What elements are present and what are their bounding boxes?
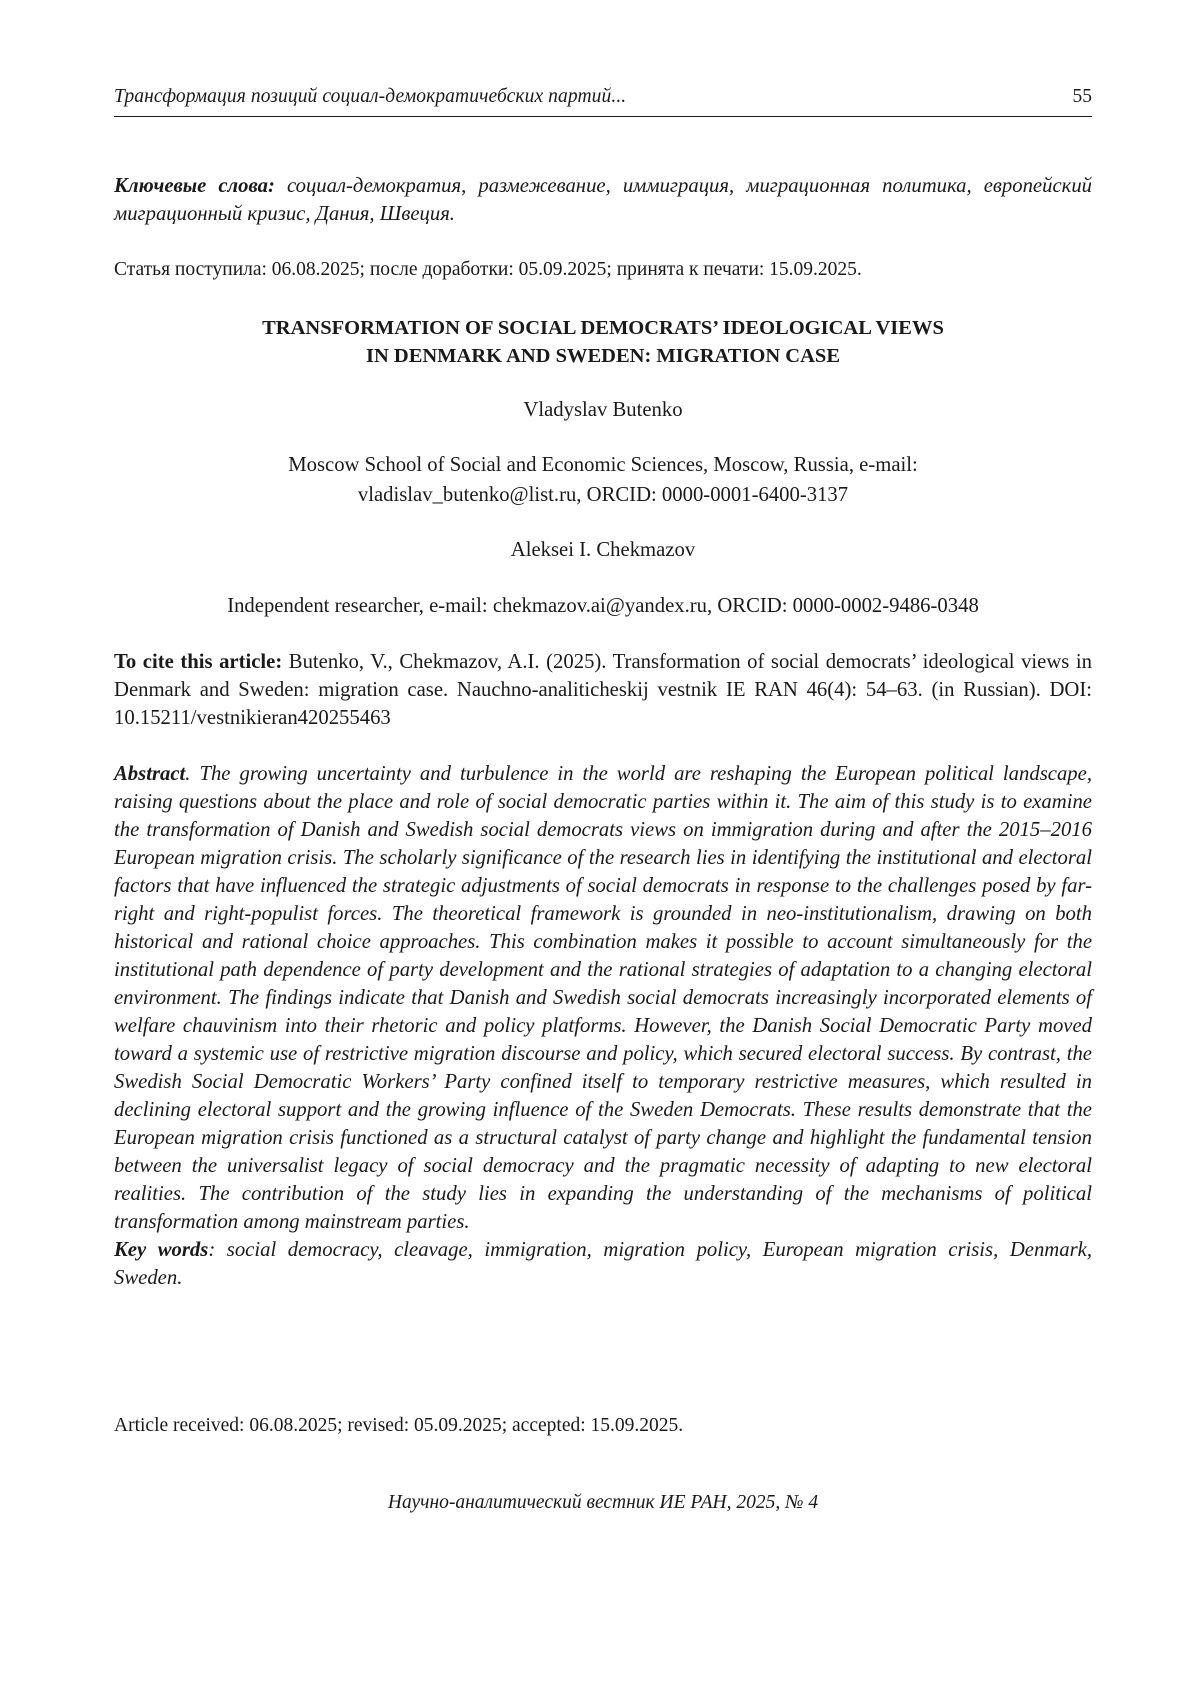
article-title [114, 314, 1092, 370]
running-header [114, 86, 1092, 117]
citation-label: To cite this article: [114, 651, 283, 673]
affiliation-1-line-1: Moscow School of Social and Economic Sciences, Moscow, Russia, e-mail: [288, 454, 918, 476]
citation [114, 648, 1092, 732]
journal-footer: Научно-аналитический вестник ИЕ РАН, 2025, № 4 [387, 1492, 819, 1513]
abstract-text: . The growing uncertainty and turbulence in the world are reshaping the European political landscape, raising questions about the place and role of social democratic parties within it. The aim of this study is to examine the transformation of Danish and Swedish social democrats views on immigration during and after the 2015–2016 European migration crisis. The scholarly significance of the research lies in identifying the institutional and electoral factors that have influenced the strategic adjustments of social democrats in response to the challenges posed by far-right and right-populist forces. The theoretical framework is grounded in neo-institutionalism, drawing on both historical and rational choice approaches. This combination makes it possible to account simultaneously for the institutional path dependence of party development and the rational strategies of adaptation to a changing electoral environment. The findings indicate that Danish and Swedish social democrats increasingly incorporated elements of welfare chauvinism into their rhetoric and policy platforms. However, the Danish Social Democratic Party moved toward a systemic use of restrictive migration discourse and policy, which secured electoral success. By contrast, the Swedish Social Democratic Workers’ Party confined itself to temporary restrictive measures, which resulted in declining electoral support and the growing influence of the Sweden Democrats. These results demonstrate that the European migration crisis functioned as a structural catalyst of party change and highlight the fundamental tension between the universalist legacy of social democracy and the pragmatic necessity of adapting to new electoral realities. The contribution of the study lies in expanding the understanding of the mechanisms of political transformation among mainstream parties. [114, 763, 1092, 1233]
page-number: 55 [1072, 86, 1092, 107]
en-received-dates: Article received: 06.08.2025; revised: 05.09.2025; accepted: 15.09.2025. [114, 1415, 684, 1436]
article-title-line-1: TRANSFORMATION OF SOCIAL DEMOCRATS’ IDEOLOGICAL VIEWS [262, 317, 944, 339]
author-name-1: Vladyslav Butenko [523, 399, 683, 421]
author-affiliation-2: Independent researcher, e-mail: chekmazov.ai@yandex.ru, ORCID: 0000-0002-9486-0348 [227, 595, 979, 617]
affiliation-1-line-2: vladislav_butenko@list.ru, ORCID: 0000-0001-6400-3137 [357, 484, 849, 506]
abstract-label: Abstract [114, 763, 186, 785]
running-title: Трансформация позиций социал-демократичебских партий... [114, 86, 627, 107]
en-keywords [114, 1236, 1092, 1292]
author-affiliation-1 [114, 450, 1092, 510]
citation-text: Butenko, V., Chekmazov, A.I. (2025). Transformation of social democrats’ ideological views in Denmark and Sweden: migration case. Nauchno-analiticheskij vestnik IE RAN 46(4): 54–63. (in Russian). DOI: 10.15211/vestnikieran420255463 [114, 651, 1092, 729]
ru-keywords-text: социал-демократия, размежевание, иммиграция, миграционная политика, европейский миграционный кризис, Дания, Швеция. [114, 175, 1093, 225]
article-title-line-2: IN DENMARK AND SWEDEN: MIGRATION CASE [365, 345, 840, 367]
author-name-2: Aleksei I. Chekmazov [510, 539, 696, 561]
en-keywords-label: Key words [114, 1239, 209, 1261]
ru-keywords [114, 172, 1092, 228]
abstract [114, 760, 1092, 1292]
ru-keywords-label: Ключевые слова: [114, 175, 275, 197]
ru-received-dates: Статья поступила: 06.08.2025; после доработки: 05.09.2025; принята к печати: 15.09.2025. [114, 259, 862, 280]
en-keywords-text: : social democracy, cleavage, immigration, migration policy, European migration crisis, Denmark, Sweden. [114, 1239, 1092, 1289]
